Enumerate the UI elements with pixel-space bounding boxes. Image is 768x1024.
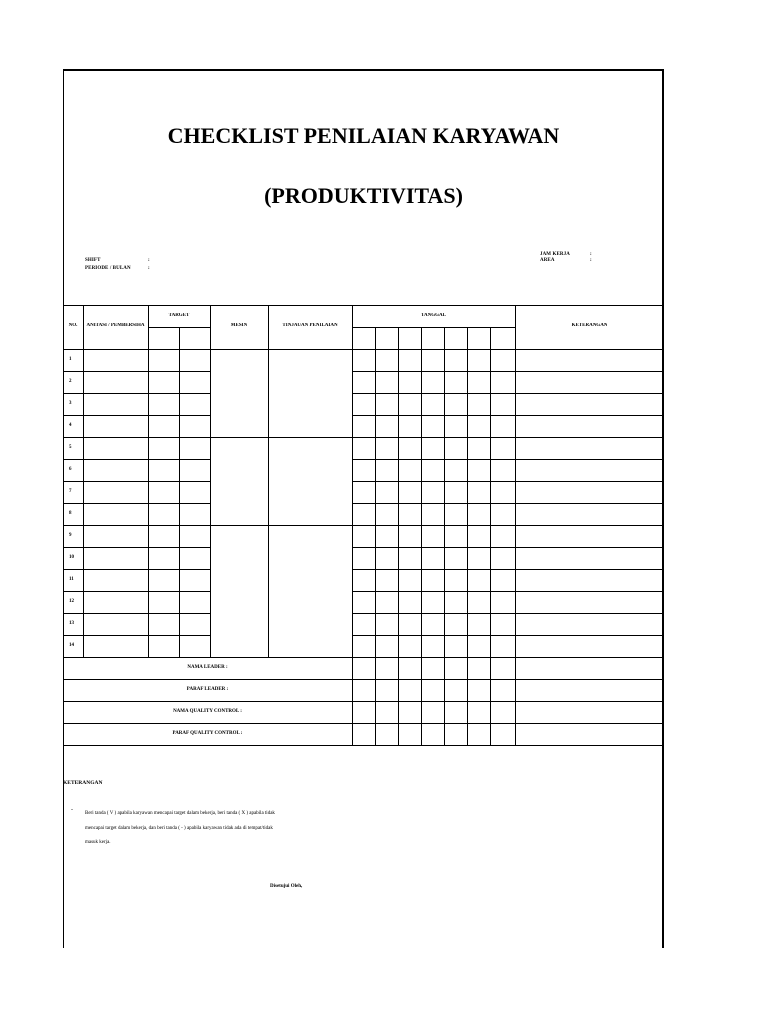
row-number: 10 <box>69 555 74 560</box>
row-number: 8 <box>69 511 72 516</box>
group-line <box>210 525 352 526</box>
row-line <box>63 481 210 482</box>
note-line-1: Beri tanda ( V ) apabila karyawan mencapai target dalam bekerja, beri tanda ( X ) apabila tidak <box>85 811 275 816</box>
row-number: 14 <box>69 643 74 648</box>
day-col-line <box>375 327 376 745</box>
approved-by: Disetujui Oleh, <box>270 884 303 889</box>
row-number: 1 <box>69 357 72 362</box>
row-line <box>63 503 210 504</box>
table-top-line <box>63 305 664 306</box>
footer-row-line <box>63 723 664 724</box>
periode-label: PERIODE / BULAN <box>85 266 131 271</box>
col-line <box>83 305 84 657</box>
header-nama: ANITASI / PEMBERSIHA <box>86 323 145 328</box>
header-keterangan: KETERANGAN <box>571 323 608 328</box>
page-subtitle: (PRODUKTIVITAS) <box>264 183 463 208</box>
target-col-line <box>179 327 180 657</box>
periode-colon: : <box>148 266 150 271</box>
jam-kerja-colon: : <box>590 252 592 257</box>
row-number: 6 <box>69 467 72 472</box>
header-no: NO. <box>68 323 78 328</box>
shift-field <box>85 258 150 263</box>
shift-colon: : <box>148 258 150 263</box>
page-title: CHECKLIST PENILAIAN KARYAWAN <box>167 123 560 148</box>
row-number: 3 <box>69 401 72 406</box>
signature-row-label: NAMA LEADER : <box>187 665 228 670</box>
col-line <box>268 305 269 657</box>
row-number: 4 <box>69 423 72 428</box>
day-col-line <box>490 327 491 745</box>
row-line <box>63 657 210 658</box>
group-line <box>210 437 352 438</box>
row-number: 12 <box>69 599 74 604</box>
notes-title: KETERANGAN <box>63 780 103 786</box>
day-col-line <box>467 327 468 745</box>
day-col-line <box>444 327 445 745</box>
jam-kerja-label: JAM KERJA <box>540 252 570 257</box>
checklist-table <box>63 305 664 744</box>
header-mesin: MESIN <box>230 323 248 328</box>
row-line <box>63 547 210 548</box>
row-number: 2 <box>69 379 72 384</box>
jam-kerja-field <box>540 252 592 257</box>
col-line <box>352 657 353 745</box>
signature-row-label: PARAF QUALITY CONTROL : <box>172 731 243 736</box>
footer-row-line <box>63 701 664 702</box>
header-tanggal: TANGGAL <box>421 313 446 318</box>
row-line <box>63 613 210 614</box>
note-line-3: masuk kerja. <box>85 840 111 845</box>
row-number: 7 <box>69 489 72 494</box>
col-line <box>210 305 211 657</box>
col-line <box>515 305 516 745</box>
area-label: AREA <box>540 258 555 263</box>
area-field <box>540 258 592 263</box>
row-line <box>63 459 210 460</box>
footer-row-line <box>63 745 664 746</box>
shift-label: SHIFT <box>85 258 101 263</box>
row-line <box>63 371 210 372</box>
row-number: 5 <box>69 445 72 450</box>
note-line-2: mencapai target dalam bekerja, dan beri tanda ( - ) apabila karyawan tidak ada di tempat/tidak <box>85 826 273 831</box>
row-line <box>63 437 210 438</box>
notes-bullet: - <box>71 807 73 813</box>
signature-row-label: NAMA QUALITY CONTROL : <box>173 709 242 714</box>
row-line <box>63 415 210 416</box>
row-number: 13 <box>69 621 74 626</box>
area-colon: : <box>590 258 592 263</box>
row-line <box>63 635 210 636</box>
row-number: 9 <box>69 533 72 538</box>
row-line <box>63 569 210 570</box>
signature-row-label: PARAF LEADER : <box>186 687 229 692</box>
header-target: TARGET <box>168 313 190 318</box>
day-col-line <box>421 327 422 745</box>
header-tinjauan: TINJAUAN PENILAIAN <box>282 323 338 328</box>
row-number: 11 <box>69 577 74 582</box>
day-col-line <box>398 327 399 745</box>
row-line <box>63 393 210 394</box>
col-line <box>352 305 353 657</box>
footer-row-line <box>63 679 664 680</box>
row-line <box>63 591 210 592</box>
row-line <box>63 525 210 526</box>
periode-field <box>85 266 150 271</box>
header-bottom-line <box>63 349 664 350</box>
group-line <box>210 657 352 658</box>
col-line <box>148 305 149 657</box>
